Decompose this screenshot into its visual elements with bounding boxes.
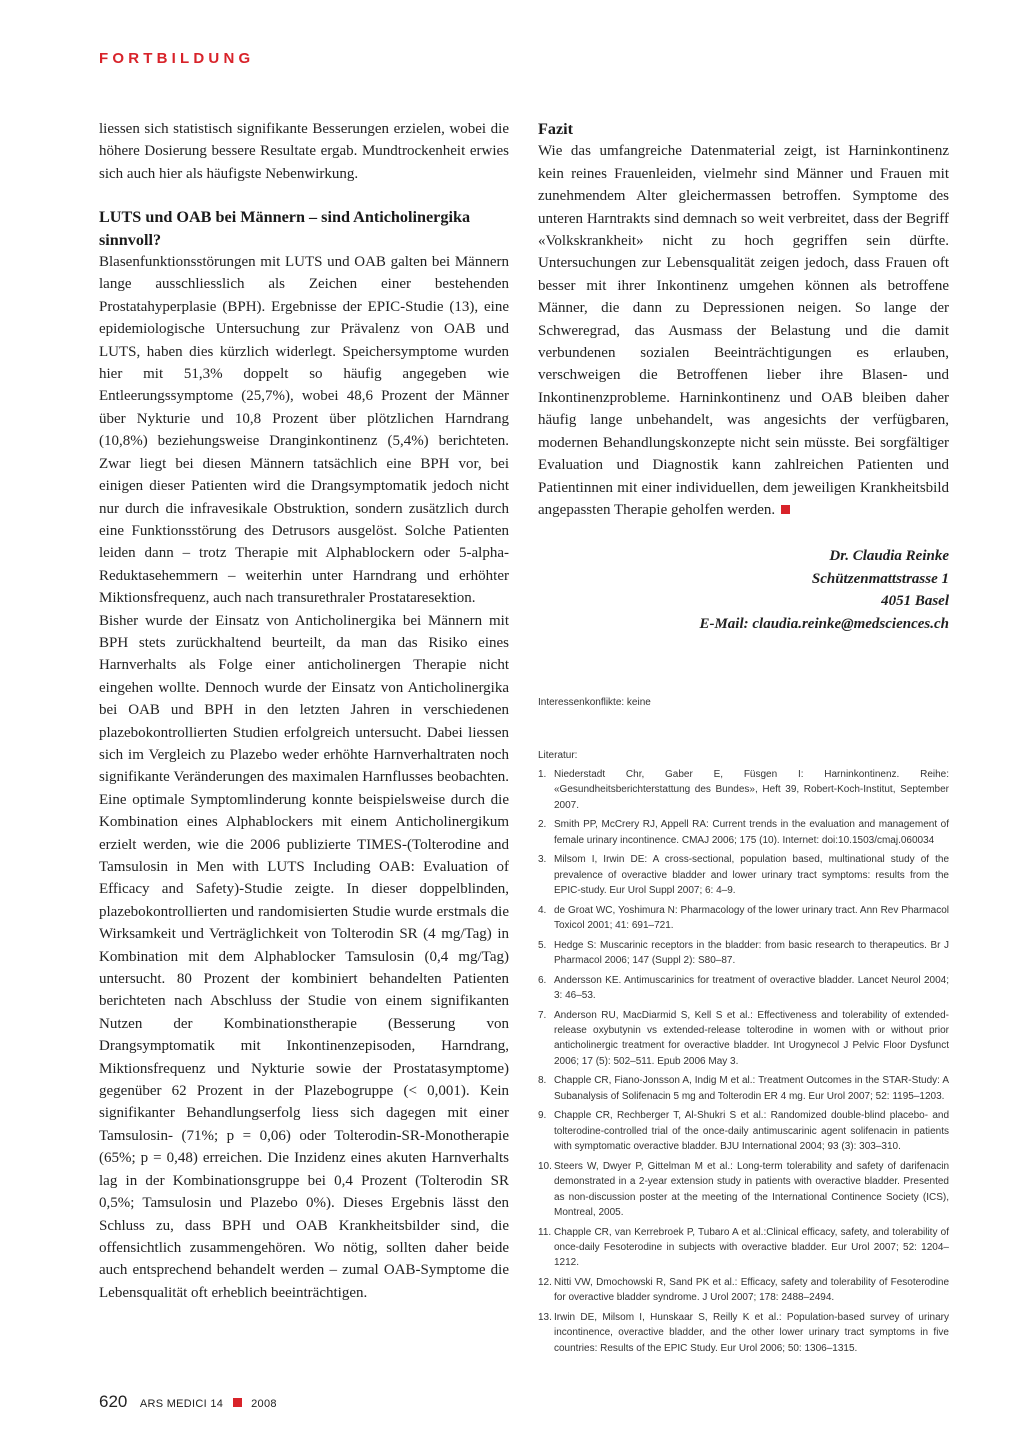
reference-number: 11.: [538, 1226, 552, 1238]
reference-item: [538, 767, 949, 813]
paragraph-intro: liessen sich statistisch signifikante Besserungen erzielen, wobei die höhere Dosierung bessere Resultate ergab. Mundtrockenheit erwies sich auch hier als häufigste Nebenwirkung.: [99, 121, 509, 182]
reference-text: Milsom I, Irwin DE: A cross-sectional, population based, multinational study of the prevalence of overactive bladder and lower urinary tract symptoms: results from the EPIC-study. Eur Urol Suppl 2007; 6: 4–9.: [554, 854, 949, 896]
reference-item: [538, 903, 949, 934]
reference-text: Andersson KE. Antimuscarinics for treatment of overactive bladder. Lancet Neurol 2004; 3: 46–53.: [554, 974, 949, 1001]
fazit-paragraph: [538, 140, 949, 521]
reference-item: [538, 852, 949, 898]
reference-text: Nitti VW, Dmochowski R, Sand PK et al.: Efficacy, safety and tolerability of Fesoterodine for overactive bladder syndrome. J Urol 2007; 178: 2488–2494.: [554, 1277, 949, 1304]
reference-text: Chapple CR, Fiano-Jonsson A, Indig M et al.: Treatment Outcomes in the STAR-Study: A Subanalysis of Solifenacin 5 mg and Tolterodin ER 4 mg. Eur Urol 2007; 52: 1195–1203.: [554, 1075, 949, 1102]
page-number: 620: [99, 1392, 128, 1411]
reference-number: 12.: [538, 1277, 552, 1288]
reference-number: 9.: [538, 1110, 547, 1122]
reference-text: Anderson RU, MacDiarmid S, Kell S et al.: Effectiveness and tolerability of extended-release oxybutynin vs extended-release tolterodine in women with or without prior anticholinergic treatment for overactive bladder. Int Urogynecol J Pelvic Floor Dysfunct 2006; 17 (5): 502–511. Epub 2006 May 3.: [554, 1009, 949, 1067]
reference-item: [538, 1108, 949, 1154]
reference-number: 7.: [538, 1009, 547, 1021]
conflict-of-interest: Interessenkonflikte: keine: [538, 696, 651, 708]
paragraph-anticholinergics: Bisher wurde der Einsatz von Anticholinergika bei Männern mit BPH stets zurückhaltend beurteilt, da man das Risiko eines Harnverhalts als Folge einer anticholinergen Therapie nicht eingehen wollte. Dennoch wurde der Einsatz von Anticholinergika bei OAB und BPH in den letzten Jahren in verschiedenen plazebokontrollierten Studien erfolgreich untersucht. Dabei liessen sich im Vergleich zu Plazebo weder erhöhte Harnverhaltraten noch signifikante Veränderungen des maximalen Harnflusses beobachten. Eine optimale Symptomlinderung konnte beispielsweise durch die Kombination eines Alphablockers mit einem Anticholinergikum erzielt werden, wie die 2006 publizierte TIMES-(Tolterodine and Tamsulosin in Men with LUTS Including OAB: Evaluation of Efficacy and Safety)-Studie zeigte. In dieser doppelblinden, plazebokontrollierten und randomisierten Studie wurde erstmals die Wirksamkeit und Verträglichkeit von Tolterodin SR (4 mg/Tag) in Kombination mit dem Alphablocker Tamsulosin (0,4 mg/Tag) untersucht. 80 Prozent der kombiniert behandelten Patienten berichteten nach Abschluss der Studie von einem signifikanten Nutzen der Kombinationstherapie (Besserung von Drangsymptomatik mit Inkontinenzepisoden, Harndrang, Miktionsfrequenz und Nykturie sowie der Prostatasymptome) gegenüber 62 Prozent in der Plazebogruppe (< 0,001). Kein signifikanter Behandlungserfolg liess sich dagegen mit einer Tamsulosin- (71%; p = 0,06) oder Tolterodin-SR-Monotherapie (65%; p = 0,48) erreichen. Die Inzidenz eines akuten Harnverhalts lag in der Kombinationsgruppe bei 0,4 Prozent (Tolterodin SR 0,5%; Tamsulosin und Plazebo 0%). Dieses Ergebnis lässt den Schluss zu, dass BPH und OAB Krankheitsbilder sind, die offensichtlich zusammengehören. Wo nötig, sollten daher beide auch entsprechend behandelt werden – zumal OAB-Symptome die Lebensqualität oft erheblich beeinträchtigen.: [99, 612, 509, 1301]
reference-number: 10.: [538, 1160, 552, 1172]
reference-number: 3.: [538, 854, 547, 866]
reference-item: [538, 1008, 949, 1070]
reference-number: 2.: [538, 819, 547, 831]
journal-name: ARS MEDICI 14: [139, 1398, 224, 1410]
author-city: 4051 Basel: [881, 593, 949, 610]
reference-text: Hedge S: Muscarinic receptors in the bladder: from basic research to therapeutics. Br J Pharmacol 2006; 147 (Suppl 2): S80–87.: [554, 939, 949, 966]
reference-number: 4.: [538, 904, 547, 916]
reference-number: 13.: [538, 1312, 552, 1323]
reference-number: 8.: [538, 1075, 547, 1087]
literature-title: Literatur:: [538, 750, 578, 762]
reference-item: [538, 938, 949, 969]
section-heading-luts-oab: LUTS und OAB bei Männern – sind Anticholinergika sinnvoll?: [99, 208, 471, 249]
reference-text: Chapple CR, Rechberger T, Al-Shukri S et al.: Randomized double-blind placebo- and tolterodine-controlled trial of the once-daily antimuscarinic agent solifenacin in patients with symptomatic overactive bladder. BJU International 2004; 93 (3): 303–310.: [554, 1110, 949, 1153]
author-street: Schützenmattstrasse 1: [811, 570, 949, 587]
author-name: Dr. Claudia Reinke: [829, 548, 949, 565]
right-column: [538, 118, 949, 1360]
reference-list: [538, 767, 949, 1356]
reference-item: [538, 1225, 949, 1271]
reference-item: [538, 817, 949, 848]
page-footer: [99, 1392, 277, 1412]
author-email: E-Mail: claudia.reinke@medsciences.ch: [699, 615, 949, 632]
fazit-heading: Fazit: [538, 120, 574, 138]
left-column: [99, 118, 509, 1304]
end-of-article-mark: [781, 505, 790, 514]
reference-text: Irwin DE, Milsom I, Hunskaar S, Reilly K et al.: Population-based survey of urinary incontinence, overactive bladder, and the other lower urinary tract symptoms in five countries: Results of the EPIC Study. Eur Urol 2006; 50: 1306–1315.: [554, 1312, 949, 1354]
reference-item: [538, 973, 949, 1004]
paragraph-luts-men: Blasenfunktionsstörungen mit LUTS und OAB galten bei Männern lange ausschliesslich als Zeichen einer bestehenden Prostatahyperplasie (BPH). Ergebnisse der EPIC-Studie (13), eine epidemiologische Untersuchung zur Prävalenz von OAB und LUTS, haben dies kürzlich widerlegt. Speichersymptome wurden hier mit 51,3% doppelt so häufig angegeben wie Entleerungssymptome (25,7%), wobei 48,6 Prozent der Männer über Nykturie und 10,8 Prozent über plötzlichen Harndrang (10,8%) beziehungsweise Dranginkontinenz (5,4%) berichteten. Zwar liegt bei diesen Männern tatsächlich eine BPH vor, bei einigen dieser Patienten wird die Drangsymptomatik jedoch nicht nur durch die infravesikale Obstruktion, sondern zusätzlich durch eine Funktionsstörung des Detrusors ausgelöst. Solche Patienten leiden dann – trotz Therapie mit Alphablockern oder 5-alpha-Reduktasehemmern – weiterhin unter Harndrang und erhöhter Miktionsfrequenz, auch nach transurethraler Prostataresektion.: [99, 254, 509, 607]
reference-number: 5.: [538, 939, 547, 951]
fazit-text: Wie das umfangreiche Datenmaterial zeigt, ist Harninkontinenz kein reines Frauenleiden, vielmehr sind Männer und Frauen mit zunehmendem Alter gleichermassen betroffen. Symptome des unteren Harntrakts sind demnach so weit verbreitet, dass der Begriff «Volkskrankheit» nicht zu hoch gegriffen sein dürfte. Untersuchungen zur Lebensqualität zeigen jedoch, dass Frauen oft besser mit ihrer Inkontinenz umgehen können als betroffene Männer, die dann zu Depressionen neigen. So lange der Schweregrad, das Ausmass der Belastung und die damit verbundenen sozialen Beeinträchtigungen es erlauben, verschweigen die Betroffenen lieber ihre Blasen- und Inkontinenzprobleme. Harninkontinenz und OAB bleiben daher häufig lange unbehandelt, was angesichts der verfügbaren, modernen Behandlungskonzepte nicht sein müsste. Bei sorgfältiger Evaluation und Diagnostik kann zahlreichen Patienten und Patientinnen mit einer individuellen, dem jeweiligen Krankheitsbild angepassten Therapie geholfen werden.: [538, 143, 949, 518]
reference-text: Niederstadt Chr, Gaber E, Füsgen I: Harninkontinenz. Reihe: «Gesundheitsberichterstattung des Bundes», Heft 39, Robert-Koch-Institut, September 2007.: [554, 768, 949, 811]
footer-separator: [233, 1398, 242, 1407]
author-address: [538, 545, 949, 635]
reference-item: [538, 1310, 949, 1356]
reference-item: [538, 1073, 949, 1104]
reference-number: 1.: [538, 768, 547, 780]
reference-item: [538, 1275, 949, 1306]
section-title: FORTBILDUNG: [99, 50, 255, 67]
reference-text: Steers W, Dwyer P, Gittelman M et al.: Long-term tolerability and safety of darifenacin demonstrated in a 2-year extension study in patients with overactive bladder. Presented as non-discussion poster at the meeting of the International Continence Society (ICS), Montreal, 2005.: [554, 1160, 949, 1218]
journal-year: 2008: [251, 1398, 277, 1410]
reference-number: 6.: [538, 974, 547, 986]
reference-text: Chapple CR, van Kerrebroek P, Tubaro A et al.:Clinical efficacy, safety, and tolerability of once-daily Fesoterodine in subjects with overactive bladder. Eur Urol 2007; 52: 1204–1212.: [554, 1226, 949, 1269]
reference-text: Smith PP, McCrery RJ, Appell RA: Current trends in the evaluation and management of female urinary incontinence. CMAJ 2006; 175 (10). Internet: doi:10.1503/cmaj.060034: [554, 819, 949, 846]
reference-text: de Groat WC, Yoshimura N: Pharmacology of the lower urinary tract. Ann Rev Pharmacol Toxicol 2001; 41: 691–721.: [554, 904, 949, 931]
reference-item: [538, 1159, 949, 1221]
